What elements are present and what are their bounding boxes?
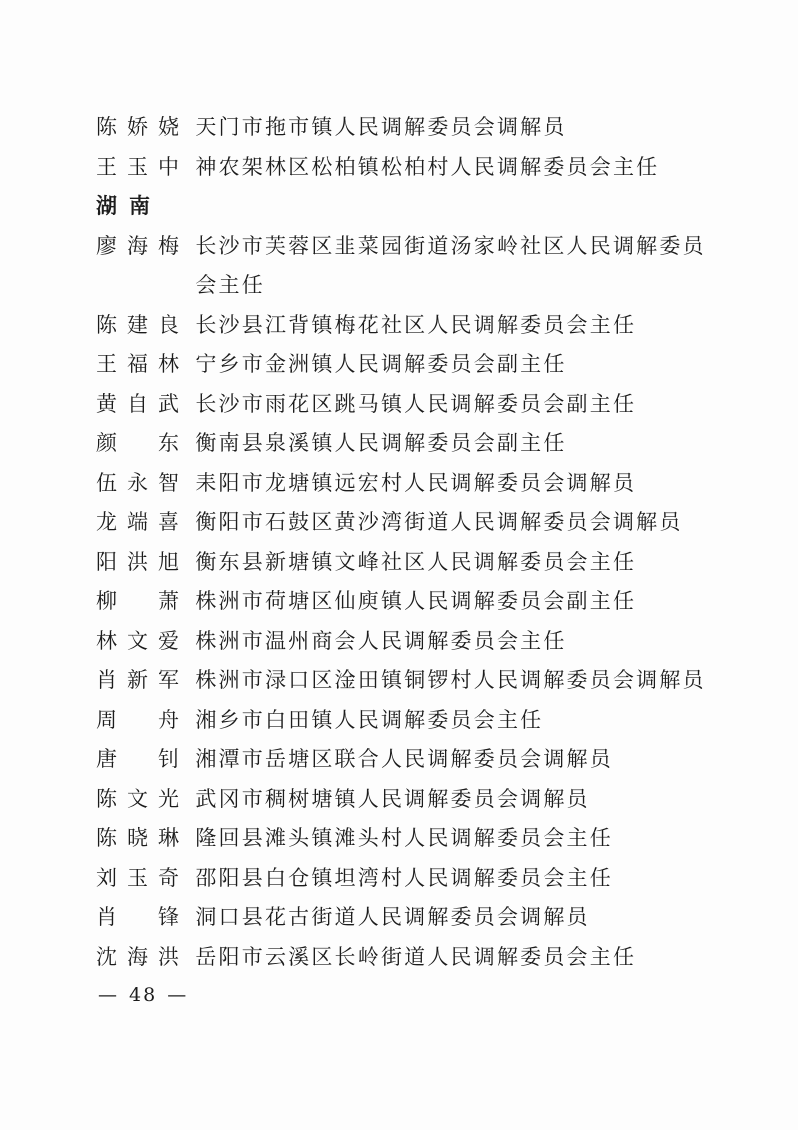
person-name: 沈海洪 (96, 944, 180, 969)
person-name: 廖海梅 (96, 233, 180, 258)
person-role: 隆回县滩头镇滩头村人民调解委员会主任 (195, 826, 613, 850)
person-role: 洞口县花古街道人民调解委员会调解员 (195, 905, 590, 929)
list-item (96, 582, 716, 622)
person-name: 刘玉奇 (96, 865, 180, 890)
person-role: 衡阳市石鼓区黄沙湾街道人民调解委员会调解员 (195, 510, 683, 534)
person-role: 宁乡市金洲镇人民调解委员会副主任 (195, 352, 567, 376)
list-item (96, 503, 716, 543)
person-name: 王玉中 (96, 154, 180, 179)
list-item (96, 306, 716, 346)
mediator-list (96, 108, 716, 977)
person-role: 衡东县新塘镇文峰社区人民调解委员会主任 (195, 549, 637, 574)
person-name: 肖 锋 (96, 905, 180, 929)
list-item (96, 780, 716, 820)
person-role: 邵阳县白仓镇坦湾村人民调解委员会主任 (195, 865, 613, 890)
list-item (96, 701, 716, 741)
person-name: 柳 萧 (96, 589, 180, 613)
person-name: 阳洪旭 (96, 549, 180, 574)
person-role: 株洲市渌口区淦田镇铜锣村人民调解委员会调解员 (195, 668, 706, 692)
person-role: 武冈市稠树塘镇人民调解委员会调解员 (195, 786, 590, 811)
footer-dash-left: — (98, 984, 119, 1006)
person-role: 长沙市雨花区跳马镇人民调解委员会副主任 (195, 391, 637, 416)
person-role: 湘乡市白田镇人民调解委员会主任 (195, 707, 544, 732)
list-item (96, 622, 716, 662)
person-name: 陈建良 (96, 312, 180, 337)
page-footer (98, 984, 188, 1006)
person-role: 神农架林区松柏镇松柏村人民调解委员会主任 (195, 154, 660, 179)
person-name: 伍永智 (96, 470, 180, 495)
person-name: 陈娇娆 (96, 115, 180, 139)
list-item (96, 108, 716, 148)
list-item (96, 898, 716, 938)
list-item (96, 464, 716, 504)
person-role: 天门市拖市镇人民调解委员会调解员 (195, 115, 567, 139)
list-item (96, 148, 716, 188)
list-item (96, 345, 716, 385)
person-name: 陈文光 (96, 786, 180, 811)
person-name: 黄自武 (96, 391, 180, 416)
person-name: 肖新军 (96, 668, 180, 692)
person-role: 株洲市温州商会人民调解委员会主任 (195, 628, 567, 653)
person-name: 周 舟 (96, 707, 180, 732)
person-role: 长沙县江背镇梅花社区人民调解委员会主任 (195, 312, 637, 337)
person-name: 林文爱 (96, 628, 180, 653)
list-item (96, 424, 716, 464)
footer-dash-right: — (167, 984, 189, 1006)
list-item (96, 819, 716, 859)
person-name: 王福林 (96, 352, 180, 376)
person-role: 岳阳市云溪区长岭街道人民调解委员会主任 (195, 944, 637, 969)
person-name: 唐 钊 (96, 747, 180, 771)
list-item (96, 938, 716, 978)
list-item (96, 385, 716, 425)
list-item (96, 859, 716, 899)
person-role: 衡南县泉溪镇人民调解委员会副主任 (195, 431, 567, 455)
list-item (96, 661, 716, 701)
person-name: 陈晓琳 (96, 826, 180, 850)
region-heading: 湖南 (96, 194, 162, 218)
person-role: 耒阳市龙塘镇远宏村人民调解委员会调解员 (195, 470, 637, 495)
person-name: 龙端喜 (96, 510, 180, 534)
list-item (96, 543, 716, 583)
person-role: 长沙市芙蓉区韭菜园街道汤家岭社区人民调解委员会主任 (195, 233, 706, 297)
list-item (96, 227, 716, 306)
person-name: 颜 东 (96, 431, 180, 455)
person-role: 株洲市荷塘区仙庾镇人民调解委员会副主任 (195, 589, 637, 613)
person-role: 湘潭市岳塘区联合人民调解委员会调解员 (195, 747, 613, 771)
list-item (96, 740, 716, 780)
page-number: 48 (129, 984, 158, 1006)
